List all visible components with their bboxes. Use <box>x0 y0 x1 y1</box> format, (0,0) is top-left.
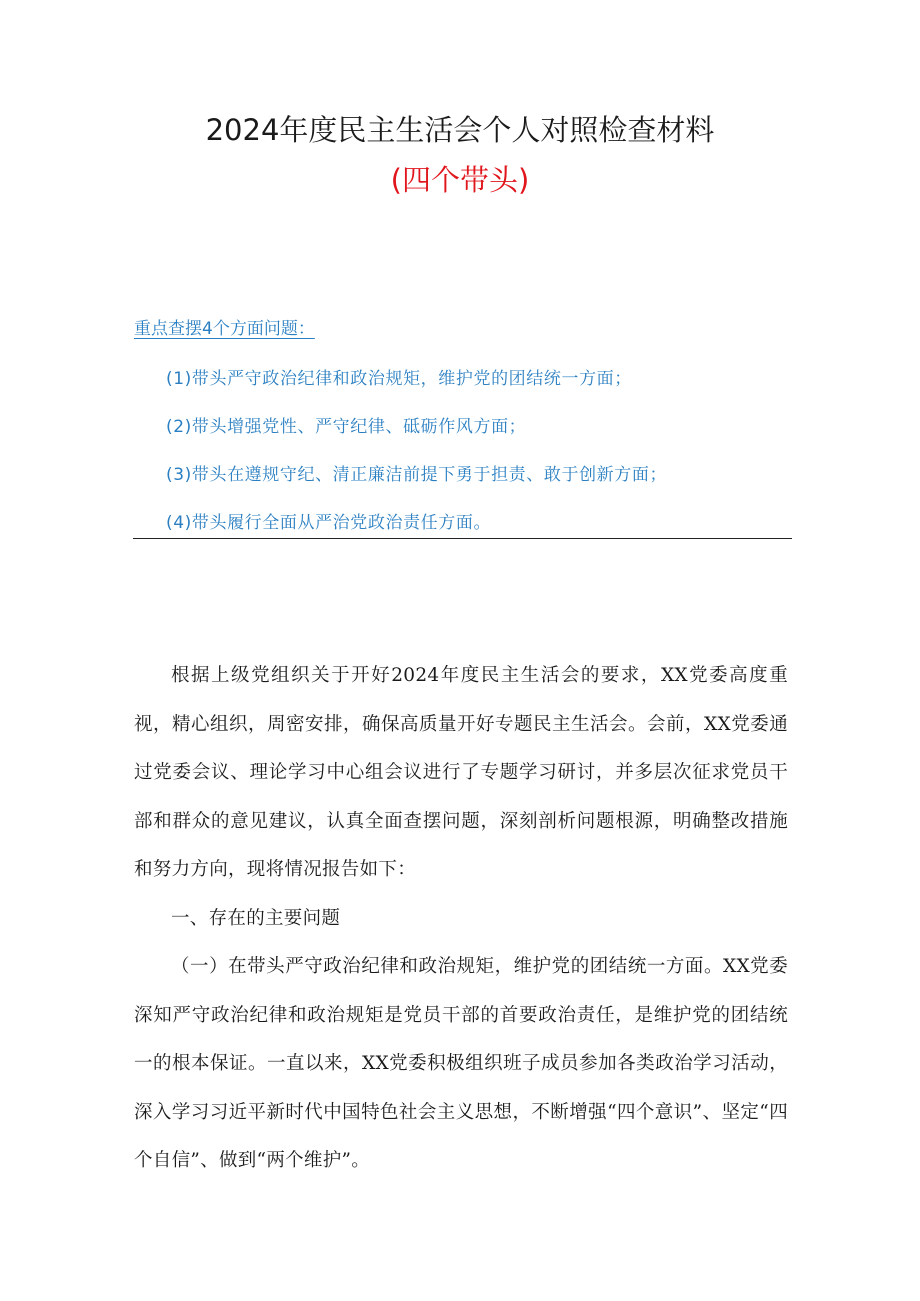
section-heading: 一、存在的主要问题 <box>171 907 341 929</box>
focus-item: (3)带头在遵规守纪、清正廉洁前提下勇于担责、敢于创新方面； <box>166 465 668 485</box>
focus-item: (2)带头增强党性、严守纪律、砥砺作风方面； <box>166 417 527 437</box>
body-text <box>134 652 788 1186</box>
focus-list <box>166 366 667 558</box>
intro-paragraph: 根据上级党组织关于开好2024年度民主生活会的要求，XX党委高度重视，精心组织，周密安排，确保高质量开好专题民主生活会。会前，XX党委通过党委会议、理论学习中心组会议进行了专题学习研讨，并多层次征求党员干部和群众的意见建议，认真全面查摆问题，深刻剖析问题根源，明确整改措施和努力方向，现将情况报告如下： <box>134 665 788 880</box>
document-title: 2024年度民主生活会个人对照检查材料 <box>205 113 715 147</box>
focus-item: (1)带头严守政治纪律和政治规矩，维护党的团结统一方面； <box>166 369 632 389</box>
document-subtitle: (四个带头) <box>390 163 530 197</box>
focus-heading: 重点查摆4个方面问题： <box>134 319 315 339</box>
section-divider <box>133 538 792 539</box>
focus-item: (4)带头履行全面从严治党政治责任方面。 <box>166 513 492 533</box>
section-paragraph: （一）在带头严守政治纪律和政治规矩，维护党的团结统一方面。XX党委深知严守政治纪律和政治规矩是党员干部的首要政治责任，是维护党的团结统一的根本保证。一直以来，XX党委积极组织班子成员参加各类政治学习活动，深入学习习近平新时代中国特色社会主义思想，不断增强“四个意识”、坚定“四个自信”、做到“两个维护”。 <box>134 956 788 1171</box>
